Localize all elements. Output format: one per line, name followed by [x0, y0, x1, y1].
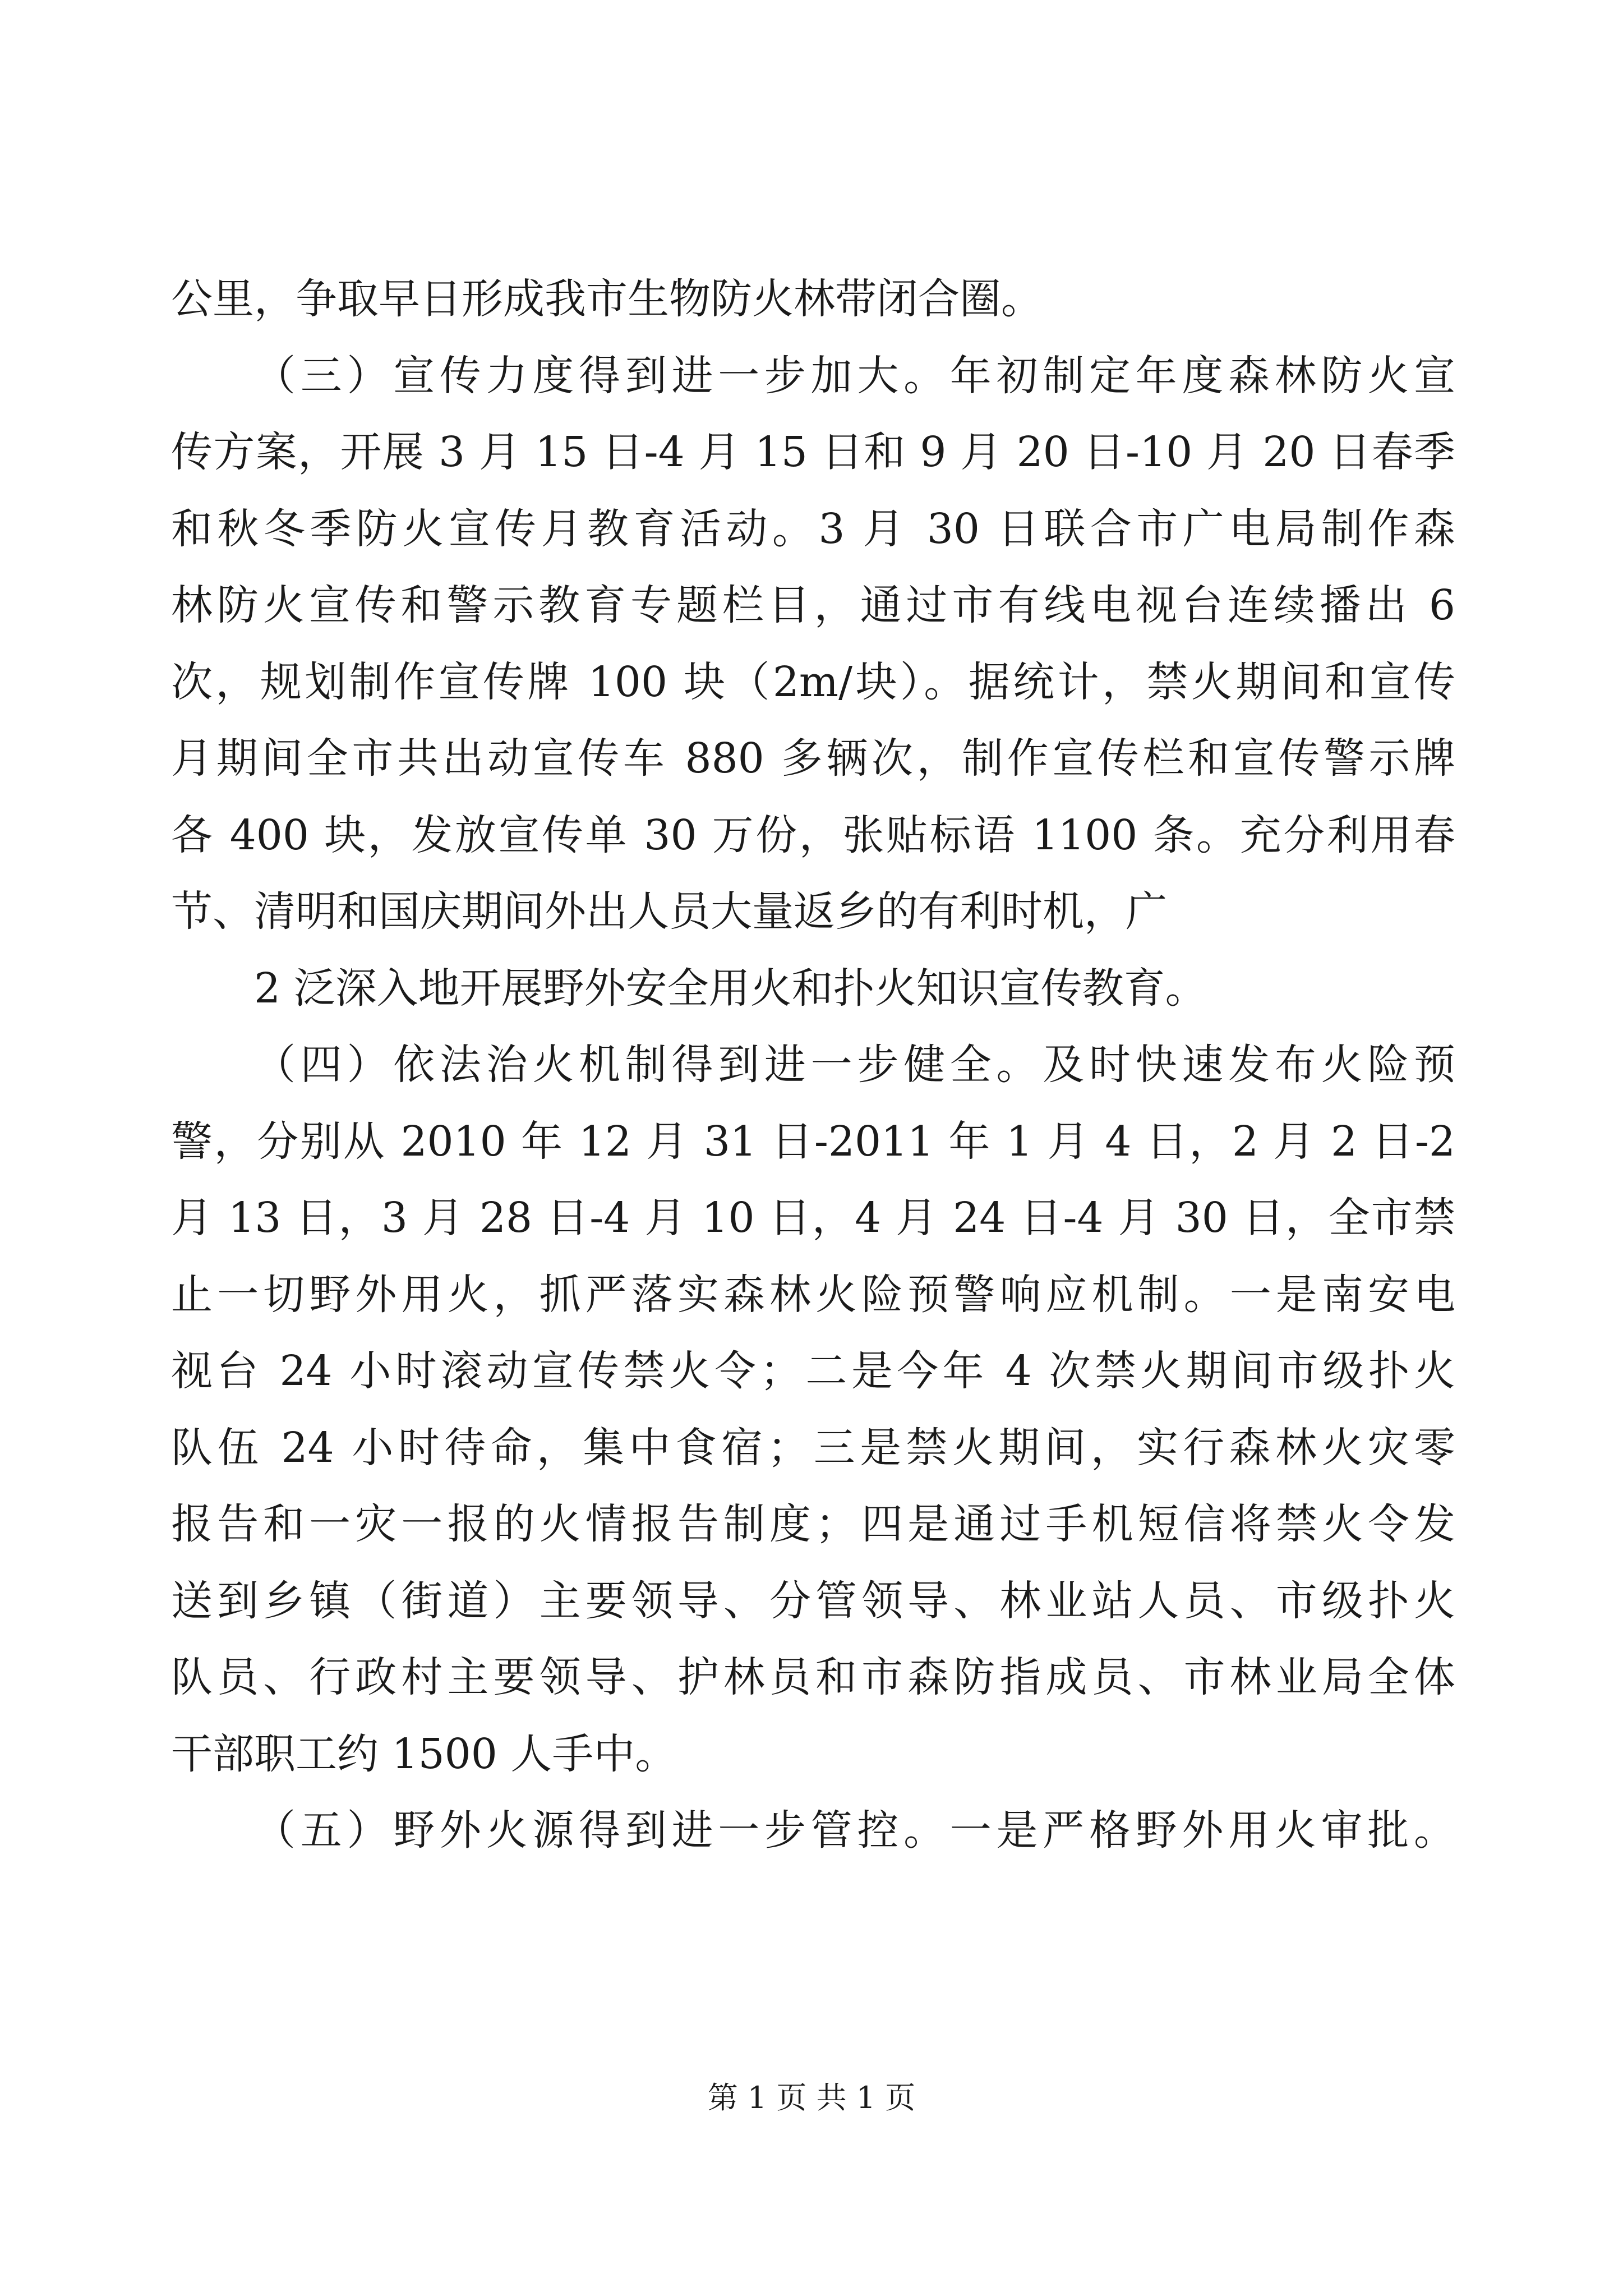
text-line: 干部职工约 1500 人手中。 [171, 1729, 677, 1778]
text-line: 和秋冬季防火宣传月教育活动。3 月 30 日联合市广电局制作森 [171, 504, 1455, 553]
document-body [171, 261, 1455, 1869]
text-line: 传方案，开展 3 月 15 日-4 月 15 日和 9 月 20 日-10 月 20 日春季 [171, 428, 1455, 476]
text-line: （四）依法治火机制得到进一步健全。及时快速发布火险预 [254, 1041, 1455, 1089]
text-line: 视台 24 小时滚动宣传禁火令；二是今年 4 次禁火期间市级扑火 [171, 1347, 1455, 1395]
text-line: 送到乡镇（街道）主要领导、分管领导、林业站人员、市级扑火 [171, 1576, 1455, 1625]
text-line: 各 400 块，发放宣传单 30 万份，张贴标语 1100 条。充分利用春 [171, 811, 1455, 859]
text-line: 月期间全市共出动宣传车 880 多辆次，制作宣传栏和宣传警示牌 [171, 734, 1455, 783]
text-line: （五）野外火源得到进一步管控。一是严格野外用火审批。 [254, 1806, 1455, 1855]
text-line: 止一切野外用火，抓严落实森林火险预警响应机制。一是南安电 [171, 1270, 1455, 1319]
text-line: 警，分别从 2010 年 12 月 31 日-2011 年 1 月 4 日，2 月 2 日-2 [171, 1117, 1455, 1166]
text-line: 队伍 24 小时待命，集中食宿；三是禁火期间，实行森林火灾零 [171, 1423, 1455, 1472]
text-line: 节、清明和国庆期间外出人员大量返乡的有利时机，广 [171, 887, 1167, 936]
text-line: 报告和一灾一报的火情报告制度；四是通过手机短信将禁火令发 [171, 1500, 1455, 1548]
text-line: 2 泛深入地开展野外安全用火和扑火知识宣传教育。 [254, 964, 1207, 1013]
text-line: 月 13 日，3 月 28 日-4 月 10 日，4 月 24 日-4 月 30 日，全市禁 [171, 1194, 1455, 1242]
text-line: 队员、行政村主要领导、护林员和市森防指成员、市林业局全体 [171, 1653, 1455, 1701]
text-line: 公里，争取早日形成我市生物防火林带闭合圈。 [171, 275, 1043, 323]
text-line: 次，规划制作宣传牌 100 块（2m/块）。据统计，禁火期间和宣传 [171, 657, 1455, 706]
text-line: （三）宣传力度得到进一步加大。年初制定年度森林防火宣 [254, 351, 1455, 400]
text-line: 林防火宣传和警示教育专题栏目，通过市有线电视台连续播出 6 [171, 581, 1455, 629]
page-footer: 第 1 页 共 1 页 [707, 2080, 916, 2115]
